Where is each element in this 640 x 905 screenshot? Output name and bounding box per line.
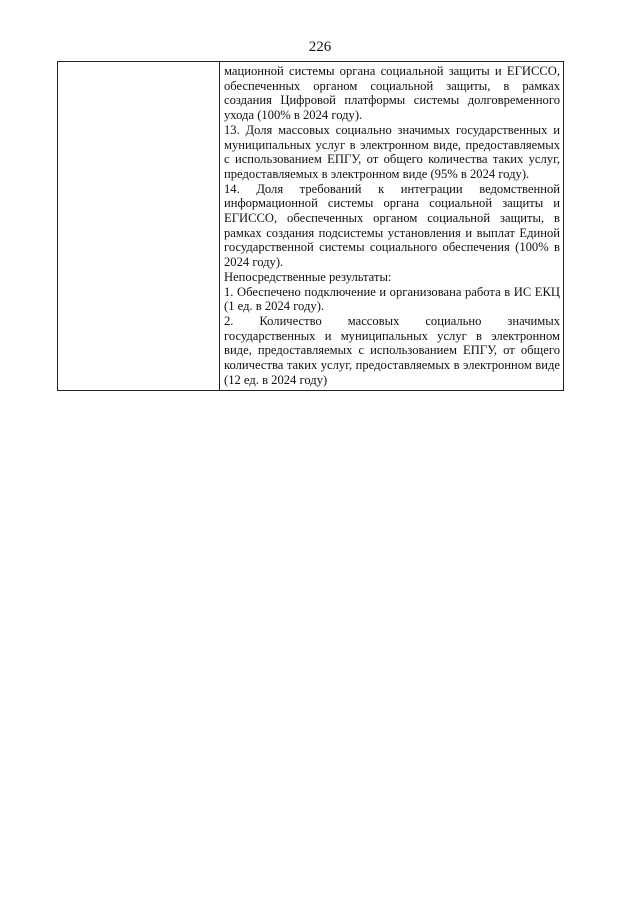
text-cell [220,62,564,391]
paragraph-continuation: мационной системы органа социальной защиты и ЕГИССО, обеспеченных органом социальной защиты, в рамках создания Цифровой платформы системы долговременного ухода (100% в 2024 году). [224,64,560,123]
paragraph-item-14: 14. Доля требований к интеграции ведомственной информационной системы органа социальной защиты и ЕГИССО, обеспеченных органом социальной защиты, в рамках создания подсистемы установления и выплат Единой государственной системы социального обеспечения (100% в 2024 году). [224,181,560,270]
empty-left-cell [58,62,220,391]
table-row [58,62,564,391]
result-item-2: 2. Количество массовых социально значимых государственных и муниципальных услуг в электронном виде, предоставляемых с использованием ЕПГУ, от общего количества таких услуг, предоставляемых в электронном виде (12 ед. в 2024 году) [224,313,560,387]
direct-results-heading: Непосредственные результаты: [224,269,392,284]
paragraph-item-13: 13. Доля массовых социально значимых государственных и муниципальных услуг в электронном виде, предоставляемых с использованием ЕПГУ, от общего количества таких услуг, предоставляемых в электронном виде (95% в 2024 году). [224,122,560,181]
content-table [57,61,564,391]
page-number: 226 [308,39,332,55]
result-item-1: 1. Обеспечено подключение и организована работа в ИС ЕКЦ (1 ед. в 2024 году). [224,284,560,314]
